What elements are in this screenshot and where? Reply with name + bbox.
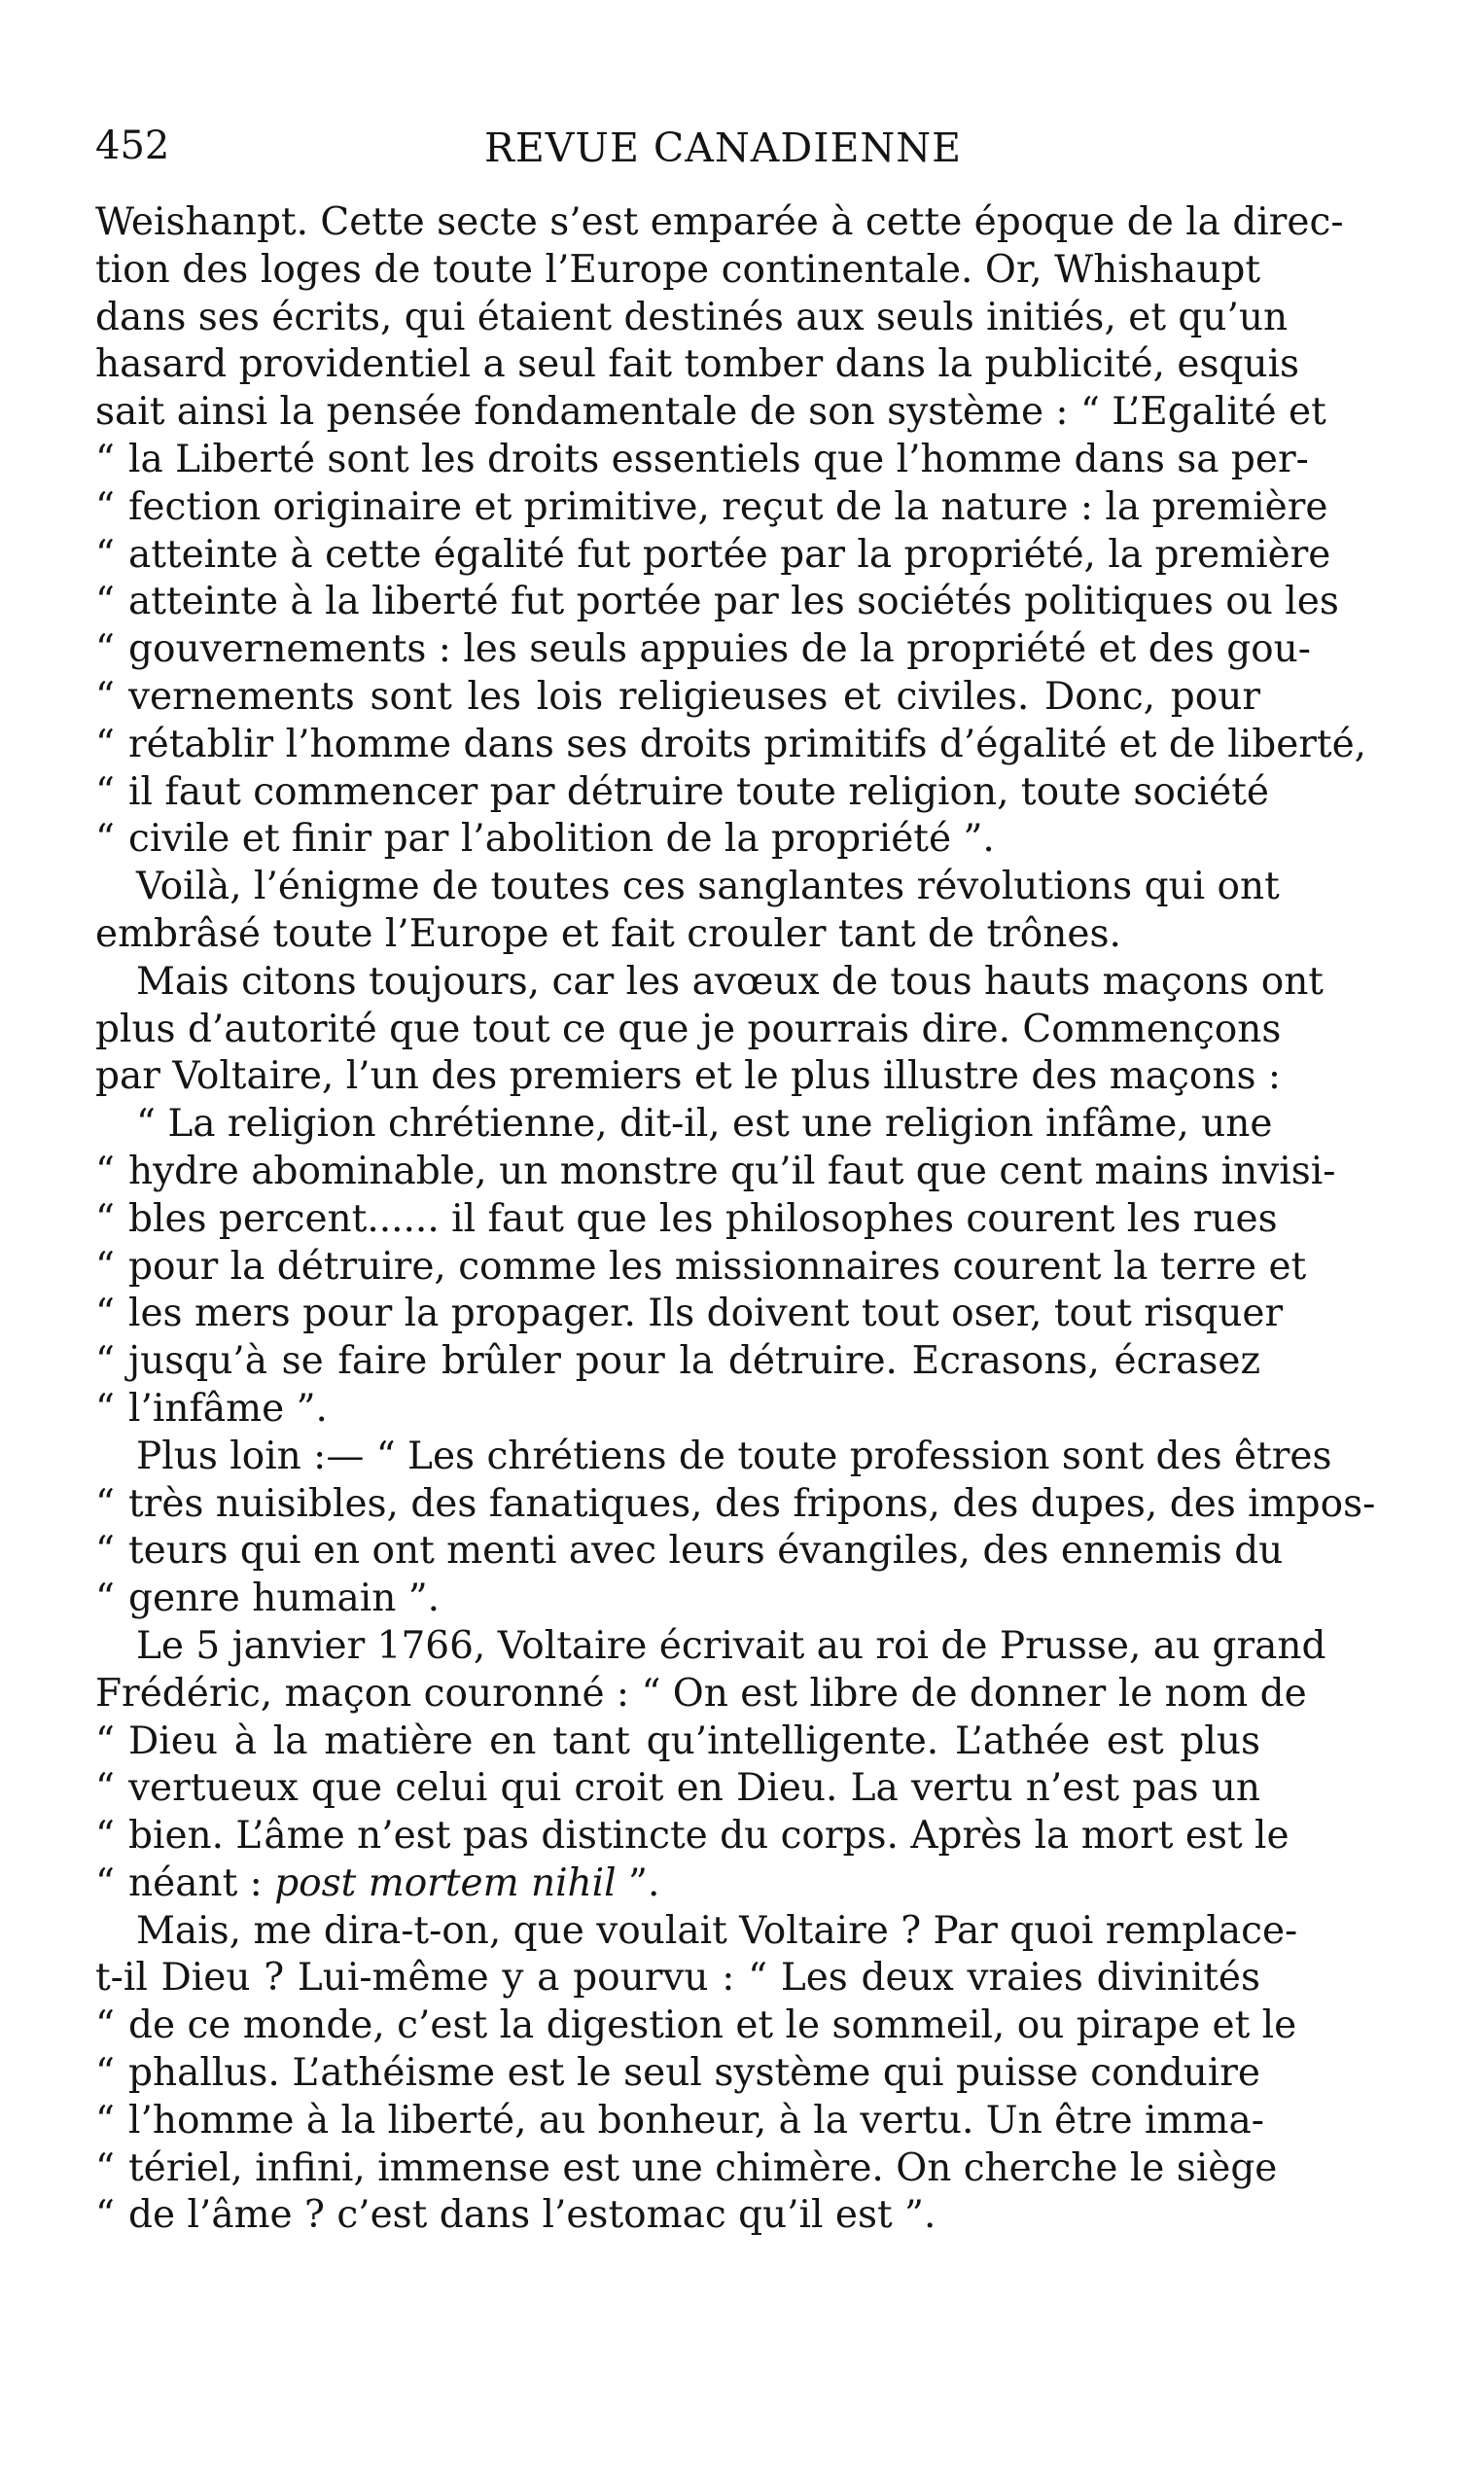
- quote-mark: “: [95, 1292, 115, 1336]
- text-line: [95, 864, 1280, 911]
- quote-mark: “: [95, 1196, 115, 1241]
- text-line: [95, 626, 1311, 674]
- line-text: bien. L’âme n’est pas distincte du corps. Après la mort est le: [128, 1814, 1290, 1859]
- line-text: Voilà, l’énigme de toutes ces sanglantes révolutions qui ont: [136, 865, 1280, 909]
- quote-mark: “: [95, 2003, 115, 2048]
- text-line: [95, 2145, 1278, 2193]
- line-text: sait ainsi la pensée fondamentale de son système : “ L’Egalité et: [95, 390, 1326, 435]
- line-text: pour la détruire, comme les missionnaires courent la terre et: [128, 1244, 1307, 1289]
- quote-mark: “: [95, 674, 115, 719]
- quote-mark: “: [95, 437, 115, 481]
- text-line: [95, 816, 1260, 864]
- quote-mark: “: [95, 817, 115, 862]
- line-text: Dieu à la matière en tant qu’intelligente. L’athée est plus: [128, 1718, 1260, 1763]
- body-text: [95, 199, 1376, 2240]
- line-text-tail: ”.: [616, 1860, 660, 1905]
- line-text: gouvernements : les seuls appuies de la propriété et des gou-: [128, 627, 1311, 672]
- text-line: [95, 1101, 1273, 1149]
- quote-mark: “: [95, 484, 115, 529]
- line-text: Frédéric, maçon couronné : “ On est libre de donner le nom de: [95, 1671, 1307, 1716]
- text-line: [95, 1671, 1307, 1718]
- line-text: teurs qui en ont menti avec leurs évangiles, des ennemis du: [128, 1529, 1284, 1574]
- text-line: [95, 769, 1269, 817]
- line-text: Le 5 janvier 1766, Voltaire écrivait au roi de Prusse, au grand: [136, 1623, 1326, 1668]
- quote-mark: “: [95, 1860, 115, 1905]
- text-line: [95, 1576, 1260, 1623]
- text-line: [95, 1718, 1260, 1766]
- text-line: [95, 247, 1260, 295]
- quote-mark: “: [95, 2051, 115, 2096]
- quote-mark: “: [95, 1577, 115, 1621]
- text-line: [95, 341, 1300, 389]
- line-text: très nuisibles, des fanatiques, des fripons, des dupes, des impos-: [128, 1481, 1376, 1526]
- text-line: [95, 389, 1326, 437]
- quote-mark: “: [95, 627, 115, 672]
- line-text: Plus loin :— “ Les chrétiens de toute profession sont des êtres: [136, 1434, 1332, 1478]
- text-line: [95, 532, 1331, 580]
- line-text: atteinte à la liberté fut portée par les sociétés politiques ou les: [128, 580, 1339, 624]
- line-text: rétablir l’homme dans ses droits primitifs d’égalité et de liberté,: [128, 722, 1367, 766]
- text-line: [95, 1149, 1336, 1196]
- quote-mark: “: [95, 1244, 115, 1289]
- line-text: embrâsé toute l’Europe et fait crouler tant de trônes.: [95, 911, 1121, 956]
- line-text: tériel, infini, immense est une chimère. On cherche le siège: [128, 2145, 1278, 2190]
- quote-mark: “: [95, 1386, 115, 1431]
- line-text: atteinte à cette égalité fut portée par la propriété, la première: [128, 532, 1331, 577]
- line-text: l’homme à la liberté, au bonheur, à la vertu. Un être imma-: [128, 2098, 1264, 2143]
- line-text: Mais, me dira-t-on, que voulait Voltaire ? Par quoi remplace-: [136, 1908, 1298, 1953]
- text-line: [95, 1386, 1260, 1434]
- quote-mark: “: [95, 1149, 115, 1193]
- quote-mark: “: [95, 1339, 115, 1384]
- quote-mark: “: [95, 1529, 115, 1574]
- quote-mark: “: [95, 1766, 115, 1811]
- text-line: [95, 1481, 1376, 1529]
- line-text: néant :: [128, 1860, 263, 1905]
- line-text: fection originaire et primitive, reçut de la nature : la première: [128, 484, 1328, 529]
- line-text: il faut commencer par détruire toute religion, toute société: [128, 769, 1269, 814]
- text-line: [95, 1434, 1332, 1481]
- text-line: [95, 199, 1344, 247]
- text-line: [95, 1196, 1278, 1244]
- line-text: genre humain ”.: [128, 1577, 441, 1621]
- text-line: [95, 674, 1260, 722]
- quote-mark: “: [95, 722, 115, 766]
- text-line: [95, 437, 1309, 484]
- page-number: 452: [95, 124, 170, 168]
- text-line: [95, 2192, 1260, 2240]
- line-text: par Voltaire, l’un des premiers et le plus illustre des maçons :: [95, 1054, 1282, 1099]
- line-text: hydre abominable, un monstre qu’il faut que cent mains invisi-: [128, 1149, 1336, 1193]
- text-line: [95, 1623, 1326, 1671]
- text-line: [95, 1291, 1284, 1338]
- line-text: de ce monde, c’est la digestion et le sommeil, ou pirape et le: [128, 2003, 1297, 2048]
- text-line: [95, 1244, 1307, 1292]
- line-text: les mers pour la propager. Ils doivent tout oser, tout risquer: [128, 1292, 1284, 1336]
- line-text: tion des loges de toute l’Europe continentale. Or, Whishaupt: [95, 247, 1260, 292]
- quote-mark: “: [95, 580, 115, 624]
- text-line: [95, 1765, 1260, 1813]
- text-line: [95, 911, 1260, 959]
- line-text: l’infâme ”.: [128, 1386, 328, 1431]
- line-text: de l’âme ? c’est dans l’estomac qu’il est ”.: [128, 2193, 936, 2238]
- text-line: [95, 1860, 1260, 1908]
- text-line: [95, 1007, 1282, 1054]
- text-line: [95, 722, 1367, 769]
- text-line: [95, 2002, 1297, 2050]
- text-line: [95, 2098, 1264, 2145]
- quote-mark: “: [95, 2098, 115, 2143]
- quote-mark: “: [95, 1718, 115, 1763]
- line-text: t-il Dieu ? Lui-même y a pourvu : “ Les deux vraies divinités: [95, 1956, 1260, 2001]
- line-text: civile et finir par l’abolition de la propriété ”.: [128, 817, 995, 862]
- quote-mark: “: [95, 532, 115, 577]
- line-text: vertueux que celui qui croit en Dieu. La vertu n’est pas un: [128, 1766, 1260, 1811]
- line-text: plus d’autorité que tout ce que je pourrais dire. Commençons: [95, 1007, 1282, 1051]
- quote-mark: “: [95, 2193, 115, 2238]
- quote-mark: “: [95, 1814, 115, 1859]
- quote-mark: “: [95, 1481, 115, 1526]
- text-line: [95, 1053, 1282, 1101]
- line-text: dans ses écrits, qui étaient destinés aux seuls initiés, et qu’un: [95, 295, 1289, 339]
- italic-latin-phrase: post mortem nihil: [274, 1860, 617, 1905]
- line-text: phallus. L’athéisme est le seul système qui puisse conduire: [128, 2051, 1260, 2096]
- text-line: [95, 959, 1324, 1007]
- text-line: [95, 1955, 1260, 2002]
- journal-title: REVUE CANADIENNE: [484, 124, 963, 171]
- text-line: [95, 1813, 1290, 1860]
- line-text: hasard providentiel a seul fait tomber dans la publicité, esquis: [95, 342, 1300, 387]
- quote-mark: “: [95, 769, 115, 814]
- line-text: jusqu’à se faire brûler pour la détruire. Ecrasons, écrasez: [128, 1339, 1260, 1384]
- text-line: [95, 1338, 1260, 1386]
- line-text: Mais citons toujours, car les avœux de tous hauts maçons ont: [136, 959, 1324, 1004]
- text-line: [95, 295, 1289, 342]
- quote-mark: “: [95, 2145, 115, 2190]
- text-line: [95, 2050, 1260, 2098]
- text-line: [95, 1908, 1298, 1956]
- line-text: “ La religion chrétienne, dit-il, est une religion infâme, une: [136, 1102, 1273, 1147]
- line-text: bles percent...... il faut que les philosophes courent les rues: [128, 1196, 1278, 1241]
- text-line: [95, 579, 1339, 626]
- line-text: la Liberté sont les droits essentiels que l’homme dans sa per-: [128, 437, 1309, 481]
- text-line: [95, 484, 1328, 532]
- text-line: [95, 1528, 1284, 1576]
- running-head: [95, 117, 1262, 175]
- line-text: Weishanpt. Cette secte s’est emparée à cette époque de la direc-: [95, 200, 1344, 244]
- line-text: vernements sont les lois religieuses et civiles. Donc, pour: [128, 674, 1260, 719]
